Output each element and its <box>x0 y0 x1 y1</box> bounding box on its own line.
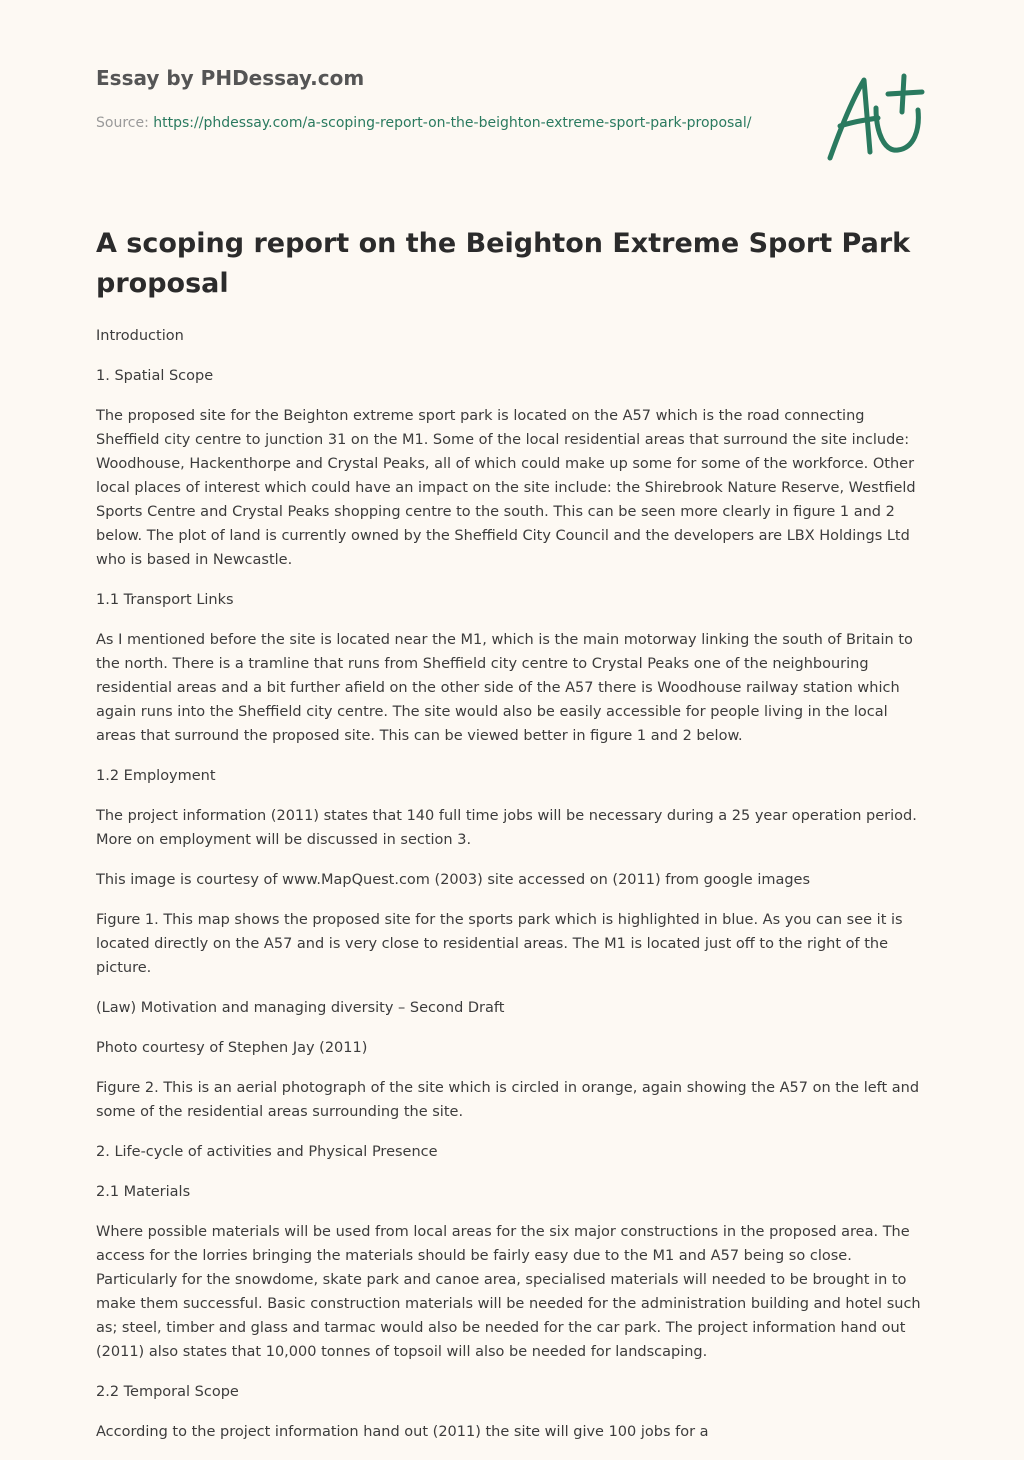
paragraph: 1.2 Employment <box>96 768 216 784</box>
paragraph: Photo courtesy of Stephen Jay (2011) <box>96 1040 368 1056</box>
paragraph: According to the project information hand out (2011) the site will give 100 jobs for a <box>96 1424 709 1440</box>
paragraph: Figure 1. This map shows the proposed site for the sports park which is highlighted in blue. As you can see it is located directly on the A57 and is very close to residential areas. The M1 is located just off to the right of the picture. <box>96 912 903 976</box>
paragraph: Figure 2. This is an aerial photograph of the site which is circled in orange, again showing the A57 on the left and some of the residential areas surrounding the site. <box>96 1080 920 1120</box>
paragraph: The project information (2011) states that 140 full time jobs will be necessary during a 25 year operation period. More on employment will be discussed in section 3. <box>96 808 917 848</box>
page-title: A scoping report on the Beighton Extreme Sport Park proposal <box>96 228 911 299</box>
source-label: Source: <box>96 115 154 131</box>
article-body <box>96 324 932 1460</box>
paragraph: As I mentioned before the site is located near the M1, which is the main motorway linking the south of Britain to the north. There is a tramline that runs from Sheffield city centre to Crystal Peaks one of the neighbouring residential areas and a bit further afield on the other side of the A57 there is Woodhouse railway station which again runs into the Sheffield city centre. The site would also be easily accessible for people living in the local areas that surround the proposed site. This can be viewed better in figure 1 and 2 below. <box>96 632 913 744</box>
paragraph: This image is courtesy of www.MapQuest.com (2003) site accessed on (2011) from google images <box>96 872 811 888</box>
source-link[interactable]: https://phdessay.com/a-scoping-report-on-the-beighton-extreme-sport-park-proposal/ <box>153 115 752 131</box>
paragraph: 1. Spatial Scope <box>96 368 214 384</box>
source-line <box>96 111 776 135</box>
paragraph: 2. Life-cycle of activities and Physical Presence <box>96 1144 438 1160</box>
paragraph: 1.1 Transport Links <box>96 592 234 608</box>
paragraph: 2.1 Materials <box>96 1184 191 1200</box>
paragraph: Where possible materials will be used from local areas for the six major constructions in the proposed area. The access for the lorries bringing the materials should be fairly easy due to the M1 and A57 being so close. Particularly for the snowdome, skate park and canoe area, specialised materials will needed to be brought in to make them successful. Basic construction materials will be needed for the administration building and hotel such as; steel, timber and glass and tarmac would also be needed for the car park. The project information hand out (2011) also states that 10,000 tonnes of topsoil will also be needed for landscaping. <box>96 1224 921 1360</box>
paragraph: (Law) Motivation and managing diversity – Second Draft <box>96 1000 505 1016</box>
a-plus-logo-icon <box>818 68 930 164</box>
paragraph: The proposed site for the Beighton extreme sport park is located on the A57 which is the road connecting Sheffield city centre to junction 31 on the M1. Some of the local residential areas that surround the site include: Woodhouse, Hackenthorpe and Crystal Peaks, all of which could make up some for some of the workforce. Other local places of interest which could have an impact on the site include: the Shirebrook Nature Reserve, Westfield Sports Centre and Crystal Peaks shopping centre to the south. This can be seen more clearly in figure 1 and 2 below. The plot of land is currently owned by the Sheffield City Council and the developers are LBX Holdings Ltd who is based in Newcastle. <box>96 408 916 568</box>
paragraph: 2.2 Temporal Scope <box>96 1384 239 1400</box>
paragraph: Introduction <box>96 328 184 344</box>
site-brand: Essay by PHDessay.com <box>96 66 365 90</box>
